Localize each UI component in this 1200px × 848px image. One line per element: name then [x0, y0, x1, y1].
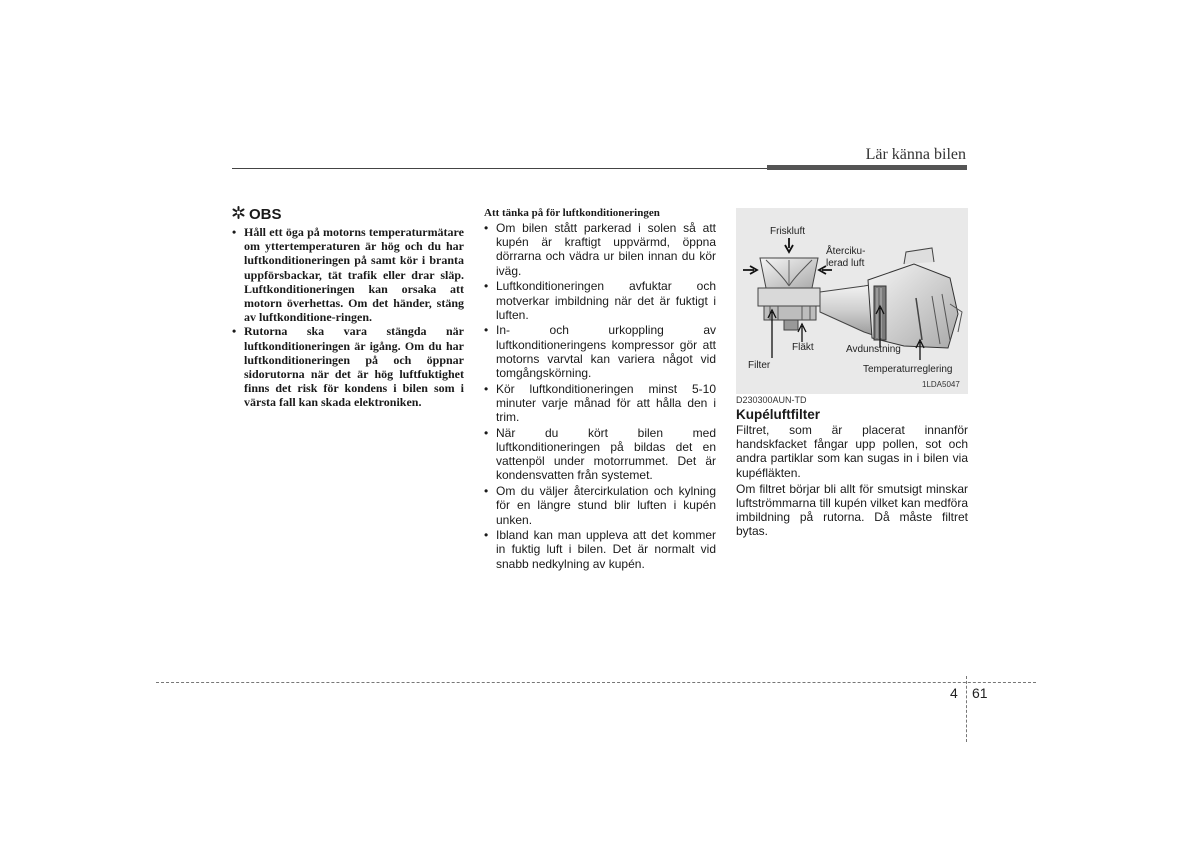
obs-heading-row — [232, 206, 464, 223]
fan-housing — [758, 288, 820, 330]
ac-tips — [484, 207, 716, 572]
label-recirc-1: Återciku- — [826, 246, 866, 257]
obs-heading: OBS — [249, 206, 282, 223]
asterisk-icon — [232, 206, 245, 223]
footer-rule — [156, 682, 1036, 683]
header-rule-accent — [767, 165, 967, 170]
label-fresh-air: Friskluft — [770, 226, 805, 237]
ac-tip-item: • När du kört bilen med luftkonditioneringen på bildas det en vattenpöl under motorrummet. Det är kondensvatten från systemet. — [484, 426, 716, 483]
label-fan: Fläkt — [792, 342, 814, 353]
ac-tip-item: • In- och urkoppling av luftkonditioneringens kompressor gör att motorns varvtal kan variera något vid tomgångskörning. — [484, 323, 716, 380]
ac-tip-item: • Om bilen stått parkerad i solen så att kupén är kraftigt uppvärmd, öppna dörrarna och vädra ur bilen innan du kör iväg. — [484, 221, 716, 278]
ac-tip-item: • Luftkonditioneringen avfuktar och motverkar imbildning när det är fuktigt i luften. — [484, 279, 716, 322]
section-paragraph: Om filtret börjar bli allt för smutsigt minskar luftströmmarna till kupén vilket kan medföra imbildning på rutorna. Då måste filtret bytas. — [736, 481, 968, 539]
obs-item: • Rutorna ska vara stängda när luftkonditioneringen är igång. Om du har luftkonditioneringen på och öppnar sidorutorna när det är hög luftfuktighet finns det risk för kondens i bilen som i värsta fall kan skada elektroniken. — [232, 324, 464, 409]
ac-tip-item: • Om du väljer återcirkulation och kylning för en längre stund blir luften i kupén unken. — [484, 484, 716, 527]
chapter-title: Lär känna bilen — [865, 146, 966, 163]
page-number: 61 — [972, 685, 988, 701]
section-paragraph: Filtret, som är placerat innanför handskfacket fångar upp pollen, sot och andra partiklar som kan sugas in i bilen via kupéfläkten. — [736, 423, 968, 480]
obs-list — [232, 225, 464, 410]
ac-tip-item: • Ibland kan man uppleva att det kommer in fuktig luft i bilen. Det är normalt vid snabb nedkylning av kupén. — [484, 528, 716, 571]
label-evaporator: Avdunstning — [846, 344, 901, 355]
label-temp-control: Temperaturreglering — [863, 364, 953, 375]
label-recirc-2: lerad luft — [826, 258, 865, 269]
obs-item: • Håll ett öga på motorns temperaturmätare om yttertemperaturen är hög och du har luftkonditioneringen på samt kör i branta uppförsbackar, tät trafik eller drar släp. Luftkonditioneringen kan orsaka att motorn överhettas. Om det händer, stäng av luftkonditione-ringen. — [232, 225, 464, 324]
ac-tip-item: • Kör luftkonditioneringen minst 5-10 minuter varje månad för att hålla den i trim. — [484, 382, 716, 425]
section-title: Kupéluftfilter — [736, 407, 820, 422]
ac-tips-heading: Att tänka på för luftkonditioneringen — [484, 207, 660, 219]
label-filter: Filter — [748, 360, 771, 371]
ac-tips-list — [484, 221, 716, 571]
header-rule — [232, 168, 767, 169]
air-intake — [760, 258, 818, 288]
cabin-filter-section — [736, 395, 968, 541]
hvac-diagram — [736, 208, 968, 394]
figure-id: 1LDA5047 — [922, 380, 960, 389]
obs-note — [232, 206, 464, 410]
section-code: D230300AUN-TD — [736, 395, 807, 405]
chapter-number: 4 — [950, 685, 958, 701]
evaporator-box — [868, 248, 962, 348]
footer-divider — [966, 676, 967, 742]
